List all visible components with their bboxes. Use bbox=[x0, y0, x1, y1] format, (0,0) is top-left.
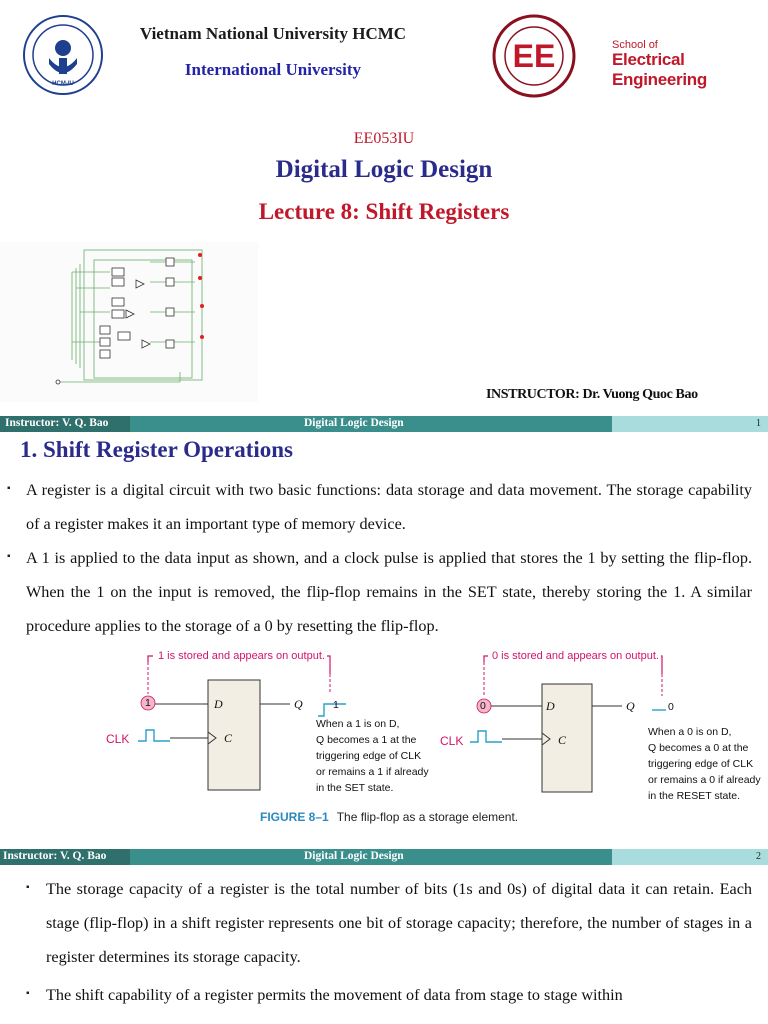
footer-course: Digital Logic Design bbox=[304, 850, 404, 862]
bullet-marker: ▪ bbox=[26, 882, 30, 893]
bullet-marker: ▪ bbox=[26, 988, 30, 999]
ee-logo bbox=[492, 14, 576, 98]
right-output-value: 0 bbox=[668, 701, 674, 713]
ee-school-name: Electrical Engineering bbox=[612, 50, 707, 89]
section-heading: 1. Shift Register Operations bbox=[20, 437, 294, 462]
bullet-marker: ▪ bbox=[7, 483, 11, 494]
figure-caption-text: The flip-flop as a storage element. bbox=[336, 810, 519, 824]
right-q-label: Q bbox=[626, 699, 635, 713]
left-q-label: Q bbox=[294, 697, 303, 711]
left-d-label: D bbox=[214, 697, 223, 711]
paragraph-storage-capacity: The storage capacity of a register is the total number of bits (1s and 0s) of digital data it can retain. Each stage (flip-flop) in a shift register represents one bit of storage capacity; therefore, the number of stages in a register determines its storage capacity. bbox=[46, 880, 752, 966]
left-input-value: 1 bbox=[145, 697, 151, 709]
right-d-label: D bbox=[546, 699, 555, 713]
ee-school-label: School of bbox=[612, 39, 658, 51]
left-callout-label: 1 is stored and appears on output. bbox=[158, 650, 325, 662]
left-output-value: 1 bbox=[333, 699, 339, 711]
right-input-value: 0 bbox=[480, 700, 486, 712]
lecture-title: Lecture 8: Shift Registers bbox=[258, 199, 510, 224]
slide-footer-2 bbox=[0, 849, 768, 865]
course-title: Digital Logic Design bbox=[275, 156, 493, 183]
shift-register-schematic bbox=[0, 242, 258, 402]
ee-logo-mark: EE bbox=[512, 38, 556, 74]
paragraph-register-definition: A register is a digital circuit with two basic functions: data storage and data movement. The storage capability of a register makes it an important type of memory device. bbox=[26, 481, 752, 533]
instructor-label: INSTRUCTOR: Dr. Vuong Quoc Bao bbox=[486, 387, 698, 402]
footer-instructor: Instructor: V. Q. Bao bbox=[5, 417, 109, 429]
figure-flip-flop-storage bbox=[100, 644, 768, 834]
course-code: EE053IU bbox=[353, 130, 415, 147]
paragraph-storing-bits: A 1 is applied to the data input as shown, and a clock pulse is applied that stores the 1 by setting the flip-flop. When the 1 on the input is removed, the flip-flop remains in the SET state, thereby storing the 1. A similar procedure applies to the storage of a 0 by resetting the flip-flop. bbox=[26, 549, 752, 635]
university-name: Vietnam National University HCMC bbox=[139, 24, 407, 43]
footer-page-number: 2 bbox=[756, 851, 761, 862]
right-clk-label: CLK bbox=[440, 734, 464, 748]
footer-instructor: Instructor: V. Q. Bao bbox=[3, 850, 107, 862]
footer-course: Digital Logic Design bbox=[304, 417, 404, 429]
hcmiu-logo bbox=[22, 14, 104, 96]
right-callout-label: 0 is stored and appears on output. bbox=[492, 650, 659, 662]
figure-caption bbox=[260, 810, 518, 824]
left-note: When a 1 is on D, Q becomes a 1 at the triggering edge of CLK or remains a 1 if already in the SET state. bbox=[316, 718, 429, 794]
figure-caption-label: FIGURE 8–1 bbox=[260, 810, 329, 824]
left-c-label: C bbox=[224, 731, 233, 745]
sub-university-name: International University bbox=[184, 60, 362, 79]
right-c-label: C bbox=[558, 733, 567, 747]
bullet-marker: ▪ bbox=[7, 551, 11, 562]
right-note: When a 0 is on D, Q becomes a 0 at the triggering edge of CLK or remains a 0 if already in the RESET state. bbox=[648, 726, 761, 802]
hcmiu-logo-text: HCM-IU bbox=[52, 81, 74, 87]
left-clk-label: CLK bbox=[106, 732, 130, 746]
slide-footer-1 bbox=[0, 416, 768, 432]
footer-page-number: 1 bbox=[756, 418, 761, 429]
paragraph-shift-capability: The shift capability of a register permits the movement of data from stage to stage within bbox=[46, 986, 623, 1004]
